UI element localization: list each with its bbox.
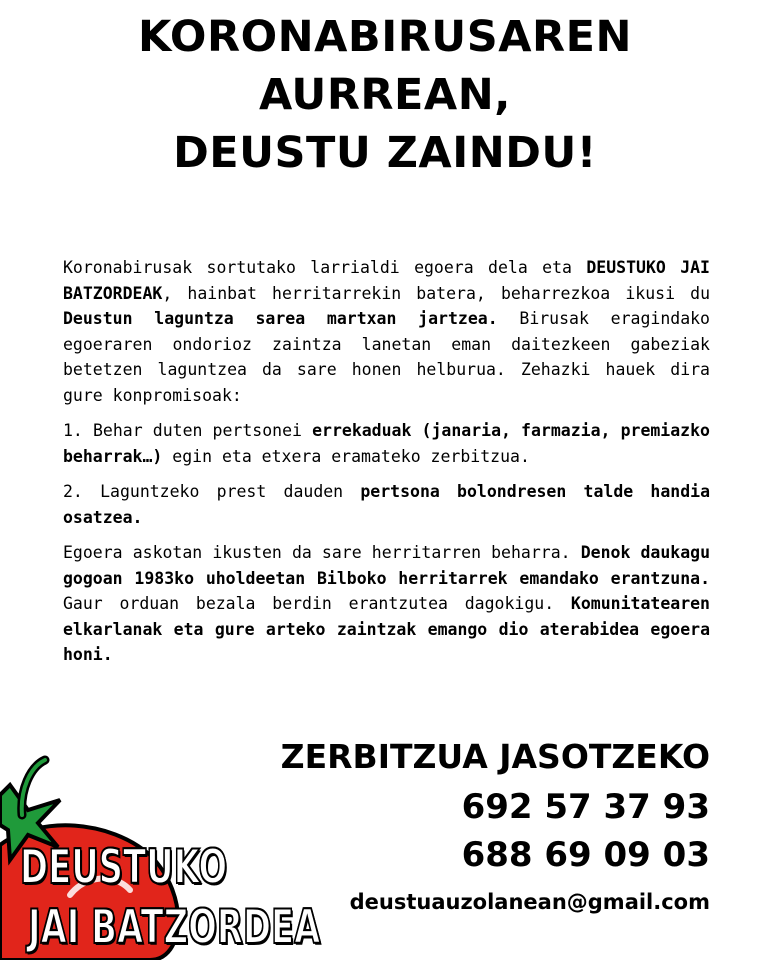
item1-bold-1: errekaduak (janaria, farmazia, premiazko beharrak…) [63, 421, 710, 466]
closing-bold-1: Denok daukagu gogoan 1983ko uholdeetan Bilboko herritarrek emandako erantzuna. [63, 543, 711, 588]
intro-paragraph [63, 255, 710, 408]
closing-text-1: Egoera askotan ikusten da sare herritarren beharra. [63, 543, 581, 562]
poster-title [0, 8, 770, 182]
item2-text-1: 2. Laguntzeko prest dauden [63, 482, 361, 501]
logo-line-2: JAI BATZORDEA [28, 900, 321, 955]
contact-email: deustuauzolanean@gmail.com [349, 890, 710, 914]
phone-number-2: 688 69 09 03 [461, 835, 710, 875]
intro-text-3: Birusak eragindako egoeraren ondorioz zaintza lanetan eman daitezkeen gabeziak betetzen laguntzea da sare honen helburua. Zehazki hauek dira gure konpromisoak: [63, 309, 710, 405]
phone-number-1: 692 57 37 93 [461, 787, 710, 827]
title-line-2: AURREAN, [258, 70, 512, 120]
title-line-3: DEUSTU ZAINDU! [173, 128, 597, 178]
logo-line-1: DEUSTUKO [20, 840, 228, 895]
intro-bold-1: DEUSTUKO JAI BATZORDEAK [63, 258, 710, 303]
item1-text-1: 1. Behar duten pertsonei [63, 421, 313, 440]
body-text [63, 255, 710, 678]
closing-paragraph [63, 540, 710, 668]
title-line-1: KORONABIRUSAREN [138, 12, 632, 62]
item2-bold-1: pertsona bolondresen talde handia osatzea. [63, 482, 710, 527]
closing-text-2: Gaur orduan bezala berdin erantzutea dagokigu. [63, 594, 571, 613]
commitment-item-2 [63, 479, 710, 530]
intro-text-1: Koronabirusak sortutako larrialdi egoera dela eta [63, 258, 587, 277]
contact-label: ZERBITZUA JASOTZEKO [280, 737, 710, 776]
closing-bold-2: Komunitatearen elkarlanak eta gure arteko zaintzak emango dio aterabidea egoera honi. [63, 594, 710, 664]
item1-text-2: egin eta etxera eramateko zerbitzua. [162, 446, 530, 466]
intro-text-2: , hainbat herritarrekin batera, beharrezkoa ikusi du [162, 283, 710, 303]
contact-block [281, 735, 710, 919]
commitment-item-1 [63, 418, 710, 469]
intro-bold-2: Deustun laguntza sarea martxan jartzea. [63, 309, 498, 328]
